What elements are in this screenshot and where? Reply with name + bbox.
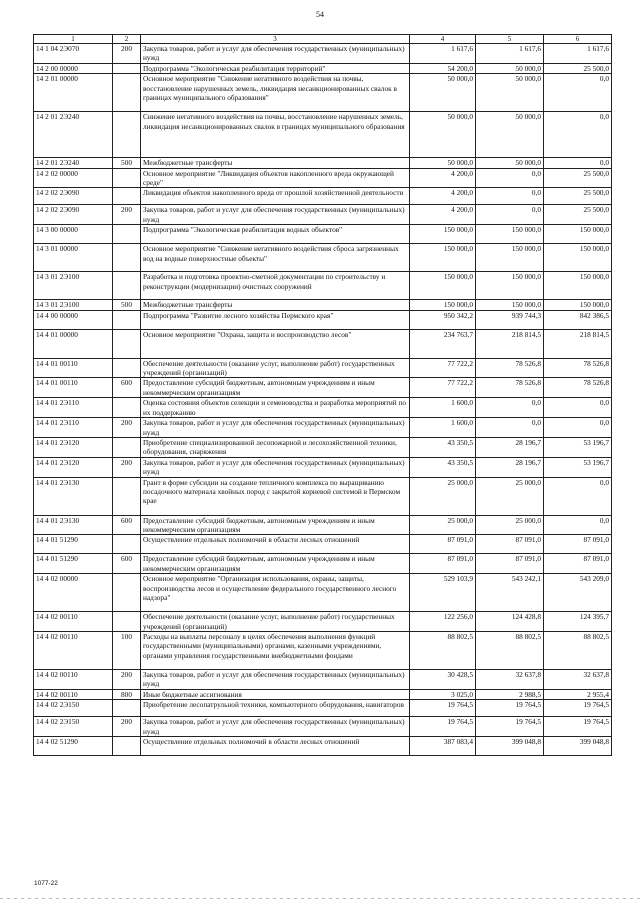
- row-name-cell: Закупка товаров, работ и услуг для обеспечения государственных (муниципальных) нужд: [141, 205, 410, 225]
- budget-table: [33, 34, 612, 756]
- row-name-cell: Иные бюджетные ассигнования: [141, 689, 410, 699]
- row-vr-cell: [113, 310, 141, 329]
- row-value-col6: 150 000,0: [544, 225, 612, 244]
- row-value-col6: 150 000,0: [544, 244, 612, 272]
- table-row: [34, 378, 612, 398]
- row-vr-cell: [113, 272, 141, 300]
- row-code-cell: 14 2 01 2Э240: [34, 112, 113, 158]
- row-value-col5: 218 814,5: [476, 329, 544, 358]
- row-vr-cell: [113, 612, 141, 632]
- row-value-col6: 0,0: [544, 158, 612, 168]
- row-vr-cell: [113, 700, 141, 717]
- table-row: [34, 188, 612, 205]
- table-row: [34, 717, 612, 737]
- row-vr-cell: 200: [113, 457, 141, 477]
- row-value-col4: 4 200,0: [410, 205, 476, 225]
- row-name-cell: Подпрограмма "Развитие лесного хозяйства Пермского края": [141, 310, 410, 329]
- row-name-cell: Грант в форме субсидии на создание тепличного комплекса по выращиванию посадочного материала хвойных пород с закрытой корневой системой в Пермском крае: [141, 477, 410, 515]
- row-code-cell: 14 4 01 51290: [34, 554, 113, 574]
- row-value-col5: 19 764,5: [476, 717, 544, 737]
- row-value-col5: 28 196,7: [476, 457, 544, 477]
- row-name-cell: Приобретение лесопатрульной техники, компьютерного оборудования, навигаторов: [141, 700, 410, 717]
- row-value-col4: 87 091,0: [410, 535, 476, 554]
- row-value-col6: 19 764,5: [544, 717, 612, 737]
- row-name-cell: Подпрограмма "Экологическая реабилитация водных объектов": [141, 225, 410, 244]
- row-value-col6: 78 526,8: [544, 378, 612, 398]
- row-value-col5: 87 091,0: [476, 554, 544, 574]
- row-value-col4: 122 256,0: [410, 612, 476, 632]
- table-row: [34, 437, 612, 457]
- row-value-col5: 50 000,0: [476, 112, 544, 158]
- row-code-cell: 14 4 02 00110: [34, 689, 113, 699]
- row-vr-cell: 100: [113, 631, 141, 669]
- row-vr-cell: [113, 188, 141, 205]
- row-code-cell: 14 3 01 00000: [34, 244, 113, 272]
- row-name-cell: Закупка товаров, работ и услуг для обеспечения государственных (муниципальных) нужд: [141, 669, 410, 689]
- row-value-col5: 150 000,0: [476, 300, 544, 310]
- row-name-cell: Подпрограмма "Экологическая реабилитация территорий": [141, 63, 410, 73]
- row-value-col4: 3 025,0: [410, 689, 476, 699]
- row-value-col5: 28 196,7: [476, 437, 544, 457]
- row-value-col4: 50 000,0: [410, 158, 476, 168]
- row-value-col4: 529 103,9: [410, 574, 476, 612]
- row-name-cell: Межбюджетные трансферты: [141, 300, 410, 310]
- row-value-col6: 0,0: [544, 477, 612, 515]
- row-value-col4: 77 722,2: [410, 378, 476, 398]
- table-row: [34, 631, 612, 669]
- row-value-col4: 88 802,5: [410, 631, 476, 669]
- row-code-cell: 14 2 02 2Э090: [34, 188, 113, 205]
- row-vr-cell: 200: [113, 669, 141, 689]
- row-vr-cell: 600: [113, 515, 141, 535]
- row-vr-cell: [113, 63, 141, 73]
- row-vr-cell: 800: [113, 689, 141, 699]
- row-name-cell: Оценка состояния объектов селекции и семеноводства и разработка мероприятий по их поддержанию: [141, 398, 410, 418]
- row-value-col5: 150 000,0: [476, 225, 544, 244]
- table-row: [34, 272, 612, 300]
- table-row: [34, 457, 612, 477]
- row-name-cell: Снижение негативного воздействия на почвы, восстановление нарушенных земель, ликвидация несанкционированных свалок в границах муниципального образования: [141, 112, 410, 158]
- row-value-col4: 19 764,5: [410, 717, 476, 737]
- row-vr-cell: [113, 112, 141, 158]
- row-value-col5: 124 428,8: [476, 612, 544, 632]
- row-value-col6: 25 500,0: [544, 188, 612, 205]
- row-vr-cell: [113, 477, 141, 515]
- row-vr-cell: [113, 358, 141, 378]
- row-value-col6: 19 764,5: [544, 700, 612, 717]
- row-value-col6: 53 196,7: [544, 437, 612, 457]
- row-vr-cell: [113, 398, 141, 418]
- row-value-col6: 218 814,5: [544, 329, 612, 358]
- row-value-col6: 53 196,7: [544, 457, 612, 477]
- table-row: [34, 63, 612, 73]
- row-name-cell: Расходы на выплаты персоналу в целях обеспечения выполнения функций государственными (муниципальными) органами, казенными учреждениями, органами управления государственными внебюджетными фондами: [141, 631, 410, 669]
- row-value-col5: 87 091,0: [476, 535, 544, 554]
- row-name-cell: Предоставление субсидий бюджетным, автономным учреждениям и иным некоммерческим организациям: [141, 515, 410, 535]
- row-code-cell: 14 4 02 2Э150: [34, 717, 113, 737]
- row-value-col5: 0,0: [476, 168, 544, 188]
- row-name-cell: Ликвидация объектов накопленного вреда от прошлой хозяйственной деятельности: [141, 188, 410, 205]
- table-row: [34, 574, 612, 612]
- row-name-cell: Основное мероприятие "Снижение негативного воздействия сброса загрязненных вод на водные поверхностные объекты": [141, 244, 410, 272]
- row-value-col5: 939 744,3: [476, 310, 544, 329]
- row-name-cell: Основное мероприятие "Снижение негативного воздействия на почвы, восстановление нарушенных земель, ликвидация несанкционированных свалок в границах муниципального образования": [141, 74, 410, 112]
- table-row: [34, 398, 612, 418]
- row-code-cell: 14 4 02 00110: [34, 612, 113, 632]
- row-value-col5: 543 242,1: [476, 574, 544, 612]
- row-value-col6: 0,0: [544, 112, 612, 158]
- row-vr-cell: 600: [113, 378, 141, 398]
- row-code-cell: 14 4 01 2Э120: [34, 437, 113, 457]
- row-vr-cell: [113, 244, 141, 272]
- table-row: [34, 515, 612, 535]
- row-value-col6: 25 500,0: [544, 168, 612, 188]
- header-col-2: 2: [113, 35, 141, 44]
- row-value-col4: 150 000,0: [410, 300, 476, 310]
- page-number: 54: [316, 10, 324, 19]
- table-row: [34, 554, 612, 574]
- table-row: [34, 669, 612, 689]
- table-row: [34, 358, 612, 378]
- table-body: [34, 44, 612, 756]
- row-value-col4: 150 000,0: [410, 244, 476, 272]
- row-value-col5: 25 000,0: [476, 477, 544, 515]
- row-value-col4: 25 000,0: [410, 477, 476, 515]
- table-row: [34, 329, 612, 358]
- row-name-cell: Закупка товаров, работ и услуг для обеспечения государственных (муниципальных) нужд: [141, 44, 410, 64]
- row-name-cell: Закупка товаров, работ и услуг для обеспечения государственных (муниципальных) нужд: [141, 717, 410, 737]
- row-name-cell: Предоставление субсидий бюджетным, автономным учреждениям и иным некоммерческим организациям: [141, 554, 410, 574]
- table-row: [34, 158, 612, 168]
- row-vr-cell: [113, 168, 141, 188]
- table-row: [34, 225, 612, 244]
- row-value-col4: 950 342,2: [410, 310, 476, 329]
- row-code-cell: 14 4 01 2Э130: [34, 477, 113, 515]
- row-code-cell: 14 4 02 00110: [34, 631, 113, 669]
- row-value-col6: 78 526,8: [544, 358, 612, 378]
- row-value-col4: 19 764,5: [410, 700, 476, 717]
- row-code-cell: 14 3 01 2Э100: [34, 300, 113, 310]
- row-value-col4: 1 600,0: [410, 418, 476, 438]
- table-row: [34, 612, 612, 632]
- row-value-col4: 1 600,0: [410, 398, 476, 418]
- table-row: [34, 74, 612, 112]
- row-code-cell: 14 4 02 2Э150: [34, 700, 113, 717]
- row-vr-cell: 200: [113, 418, 141, 438]
- header-col-3: 3: [141, 35, 410, 44]
- row-vr-cell: [113, 437, 141, 457]
- row-code-cell: 14 3 01 2Э100: [34, 272, 113, 300]
- row-value-col6: 150 000,0: [544, 272, 612, 300]
- row-name-cell: Основное мероприятие "Организация использования, охраны, защиты, воспроизводства лесов и осуществление федерального государственного лесного надзора": [141, 574, 410, 612]
- row-value-col4: 87 091,0: [410, 554, 476, 574]
- row-code-cell: 14 4 02 00000: [34, 574, 113, 612]
- row-value-col5: 50 000,0: [476, 158, 544, 168]
- row-name-cell: Обеспечение деятельности (оказание услуг, выполнение работ) государственных учреждений (организаций): [141, 358, 410, 378]
- row-value-col5: 32 637,8: [476, 669, 544, 689]
- row-code-cell: 14 4 01 00110: [34, 358, 113, 378]
- row-value-col4: 43 350,5: [410, 457, 476, 477]
- row-code-cell: 14 2 02 2Э090: [34, 205, 113, 225]
- row-value-col6: 124 395,7: [544, 612, 612, 632]
- row-code-cell: 14 4 01 2Э130: [34, 515, 113, 535]
- row-name-cell: Предоставление субсидий бюджетным, автономным учреждениям и иным некоммерческим организациям: [141, 378, 410, 398]
- row-vr-cell: 500: [113, 158, 141, 168]
- row-name-cell: Закупка товаров, работ и услуг для обеспечения государственных (муниципальных) нужд: [141, 418, 410, 438]
- row-code-cell: 14 4 01 51290: [34, 535, 113, 554]
- row-vr-cell: [113, 225, 141, 244]
- row-value-col4: 50 000,0: [410, 112, 476, 158]
- row-value-col6: 543 209,0: [544, 574, 612, 612]
- table-row: [34, 737, 612, 756]
- row-vr-cell: 200: [113, 205, 141, 225]
- row-value-col5: 88 802,5: [476, 631, 544, 669]
- table-row: [34, 44, 612, 64]
- row-vr-cell: 500: [113, 300, 141, 310]
- row-value-col4: 150 000,0: [410, 225, 476, 244]
- row-value-col5: 0,0: [476, 188, 544, 205]
- row-value-col6: 25 500,0: [544, 205, 612, 225]
- row-code-cell: 14 4 01 2Э110: [34, 418, 113, 438]
- row-vr-cell: [113, 737, 141, 756]
- row-value-col6: 399 048,8: [544, 737, 612, 756]
- row-value-col6: 88 802,5: [544, 631, 612, 669]
- row-value-col4: 50 000,0: [410, 74, 476, 112]
- table-row: [34, 244, 612, 272]
- row-vr-cell: 200: [113, 717, 141, 737]
- row-value-col6: 0,0: [544, 418, 612, 438]
- row-value-col6: 842 386,5: [544, 310, 612, 329]
- row-name-cell: Межбюджетные трансферты: [141, 158, 410, 168]
- row-value-col6: 0,0: [544, 398, 612, 418]
- row-name-cell: Основное мероприятие "Ликвидация объектов накопленного вреда окружающей среде": [141, 168, 410, 188]
- row-code-cell: 14 4 02 00110: [34, 669, 113, 689]
- table-row: [34, 168, 612, 188]
- footer-code: 1077-22: [34, 880, 58, 887]
- row-code-cell: 14 2 02 00000: [34, 168, 113, 188]
- table-row: [34, 689, 612, 699]
- row-value-col6: 1 617,6: [544, 44, 612, 64]
- row-value-col6: 0,0: [544, 74, 612, 112]
- row-name-cell: Приобретение специализированной лесопожарной и лесохозяйственной техники, оборудования, снаряжения: [141, 437, 410, 457]
- table-row: [34, 700, 612, 717]
- row-name-cell: Закупка товаров, работ и услуг для обеспечения государственных (муниципальных) нужд: [141, 457, 410, 477]
- row-value-col4: 54 200,0: [410, 63, 476, 73]
- row-value-col4: 150 000,0: [410, 272, 476, 300]
- row-value-col5: 50 000,0: [476, 63, 544, 73]
- row-code-cell: 14 1 04 2Э070: [34, 44, 113, 64]
- row-value-col6: 32 637,8: [544, 669, 612, 689]
- row-value-col5: 78 526,8: [476, 378, 544, 398]
- table-row: [34, 535, 612, 554]
- row-code-cell: 14 4 01 2Э110: [34, 398, 113, 418]
- row-value-col6: 25 500,0: [544, 63, 612, 73]
- table-row: [34, 310, 612, 329]
- row-code-cell: 14 4 01 00000: [34, 329, 113, 358]
- row-code-cell: 14 3 00 00000: [34, 225, 113, 244]
- row-value-col5: 19 764,5: [476, 700, 544, 717]
- row-value-col5: 50 000,0: [476, 74, 544, 112]
- row-value-col5: 78 526,8: [476, 358, 544, 378]
- row-value-col6: 87 091,0: [544, 554, 612, 574]
- row-value-col4: 387 083,4: [410, 737, 476, 756]
- row-value-col4: 1 617,6: [410, 44, 476, 64]
- row-value-col5: 150 000,0: [476, 272, 544, 300]
- header-col-6: 6: [544, 35, 612, 44]
- header-col-1: 1: [34, 35, 113, 44]
- row-value-col5: 0,0: [476, 205, 544, 225]
- row-value-col5: 399 048,8: [476, 737, 544, 756]
- table-row: [34, 418, 612, 438]
- row-name-cell: Осуществление отдельных полномочий в области лесных отношений: [141, 737, 410, 756]
- row-value-col4: 25 000,0: [410, 515, 476, 535]
- row-code-cell: 14 4 02 51290: [34, 737, 113, 756]
- row-value-col4: 77 722,2: [410, 358, 476, 378]
- row-vr-cell: [113, 574, 141, 612]
- row-value-col5: 25 000,0: [476, 515, 544, 535]
- row-value-col6: 87 091,0: [544, 535, 612, 554]
- row-vr-cell: [113, 535, 141, 554]
- row-value-col6: 150 000,0: [544, 300, 612, 310]
- table-row: [34, 477, 612, 515]
- row-name-cell: Обеспечение деятельности (оказание услуг, выполнение работ) государственных учреждений (организаций): [141, 612, 410, 632]
- row-name-cell: Основное мероприятие "Охрана, защита и воспроизводство лесов": [141, 329, 410, 358]
- row-vr-cell: [113, 329, 141, 358]
- row-code-cell: 14 4 00 00000: [34, 310, 113, 329]
- row-name-cell: Разработка и подготовка проектно-сметной документации по строительству и реконструкции (модернизации) очистных сооружений: [141, 272, 410, 300]
- row-code-cell: 14 2 01 2Э240: [34, 158, 113, 168]
- table-row: [34, 300, 612, 310]
- row-vr-cell: [113, 74, 141, 112]
- row-value-col5: 0,0: [476, 418, 544, 438]
- row-value-col6: 2 955,4: [544, 689, 612, 699]
- scan-artifact-line: [0, 898, 640, 899]
- row-code-cell: 14 2 01 00000: [34, 74, 113, 112]
- row-code-cell: 14 4 01 2Э120: [34, 457, 113, 477]
- row-value-col4: 43 350,5: [410, 437, 476, 457]
- row-vr-cell: 600: [113, 554, 141, 574]
- row-value-col5: 2 988,5: [476, 689, 544, 699]
- table-row: [34, 112, 612, 158]
- row-value-col5: 150 000,0: [476, 244, 544, 272]
- row-code-cell: 14 4 01 00110: [34, 378, 113, 398]
- row-name-cell: Осуществление отдельных полномочий в области лесных отношений: [141, 535, 410, 554]
- table-header-row: [34, 35, 612, 44]
- row-value-col6: 0,0: [544, 515, 612, 535]
- row-value-col4: 30 428,5: [410, 669, 476, 689]
- table-row: [34, 205, 612, 225]
- row-vr-cell: 200: [113, 44, 141, 64]
- row-value-col5: 1 617,6: [476, 44, 544, 64]
- row-code-cell: 14 2 00 00000: [34, 63, 113, 73]
- row-value-col4: 4 200,0: [410, 188, 476, 205]
- header-col-5: 5: [476, 35, 544, 44]
- row-value-col4: 4 200,0: [410, 168, 476, 188]
- header-col-4: 4: [410, 35, 476, 44]
- row-value-col4: 234 763,7: [410, 329, 476, 358]
- row-value-col5: 0,0: [476, 398, 544, 418]
